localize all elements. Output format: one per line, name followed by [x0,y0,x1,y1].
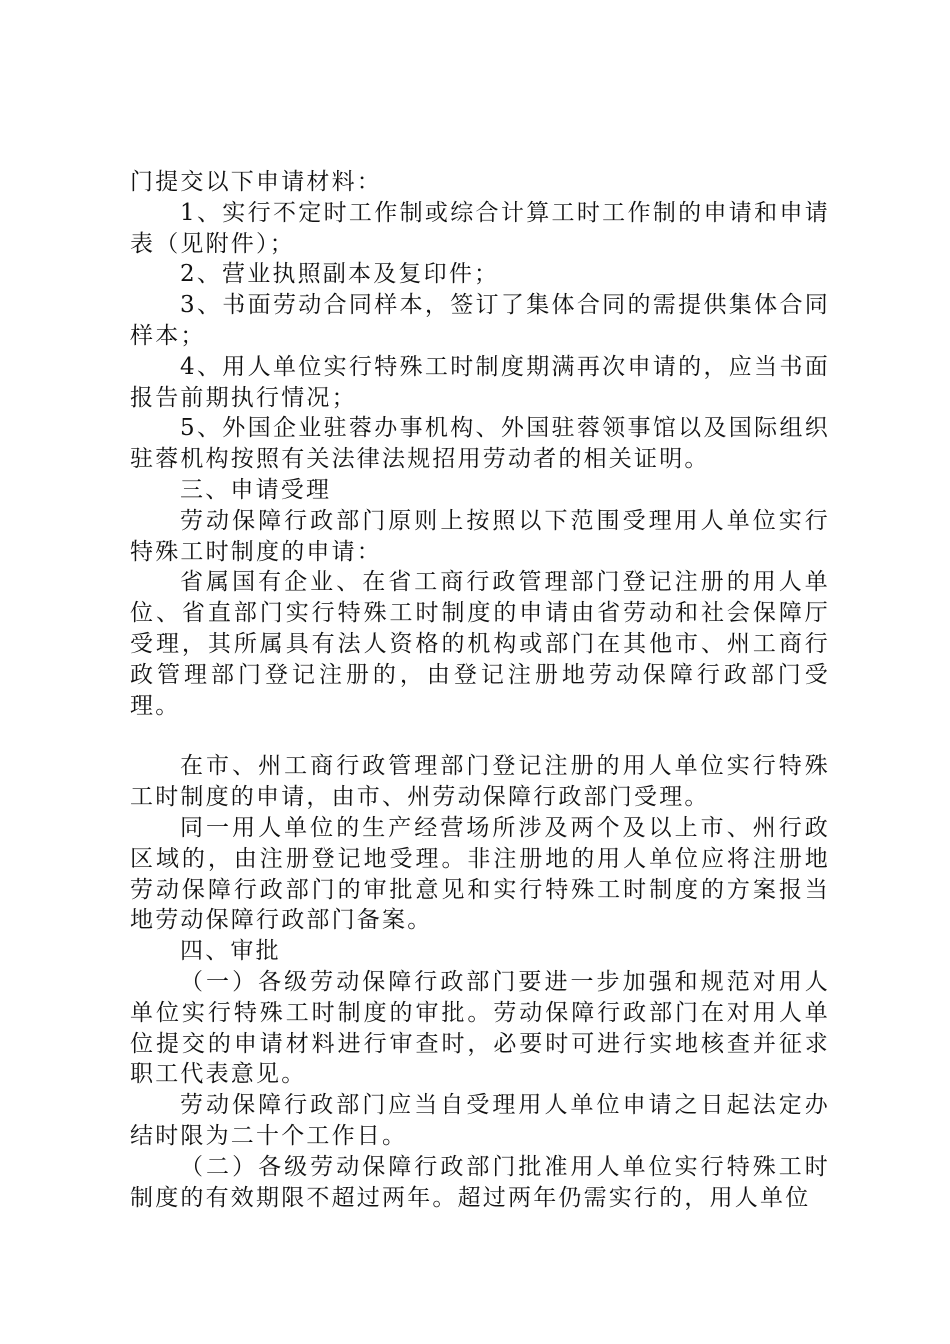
paragraph-acceptance-scope: 劳动保障行政部门原则上按照以下范围受理用人单位实行特殊工时制度的申请： [130,507,830,565]
paragraph-approval-2: （二）各级劳动保障行政部门批准用人单位实行特殊工时制度的有效期限不超过两年。超过两年仍需实行的，用人单位 [130,1153,830,1211]
section-heading-acceptance: 三、申请受理 [180,476,332,503]
paragraph-municipal-acceptance: 在市、州工商行政管理部门登记注册的用人单位实行特殊工时制度的申请，由市、州劳动保障行政部门受理。 [130,753,830,811]
paragraph-approval-deadline: 劳动保障行政部门应当自受理用人单位申请之日起法定办结时限为二十个工作日。 [130,1092,830,1149]
paragraph-item-3: 3、书面劳动合同样本，签订了集体合同的需提供集体合同样本； [130,292,830,349]
paragraph-intro: 门提交以下申请材料： [130,169,382,195]
paragraph-approval-1: （一）各级劳动保障行政部门要进一步加强和规范对用人单位实行特殊工时制度的审批。劳动保障行政部门在对用人单位提交的申请材料进行审查时，必要时可进行实地核查并征求职工代表意见。 [130,968,830,1088]
paragraph-item-1: 1、实行不定时工作制或综合计算工时工作制的申请和申请表（见附件）； [130,199,830,257]
paragraph-provincial-acceptance: 省属国有企业、在省工商行政管理部门登记注册的用人单位、省直部门实行特殊工时制度的申请由省劳动和社会保障厅受理，其所属具有法人资格的机构或部门在其他市、州工商行政管理部门登记注册的，由登记注册地劳动保障行政部门受理。 [130,569,830,719]
section-heading-approval: 四、审批 [180,938,281,965]
paragraph-item-2: 2、营业执照副本及复印件； [180,261,500,288]
document-body [130,167,830,1213]
paragraph-gap [130,721,830,751]
paragraph-item-4: 4、用人单位实行特殊工时制度期满再次申请的，应当书面报告前期执行情况； [130,353,830,411]
paragraph-item-5: 5、外国企业驻蓉办事机构、外国驻蓉领事馆以及国际组织驻蓉机构按照有关法律法规招用劳动者的相关证明。 [130,415,830,473]
paragraph-cross-region: 同一用人单位的生产经营场所涉及两个及以上市、州行政区域的，由注册登记地受理。非注册地的用人单位应将注册地劳动保障行政部门的审批意见和实行特殊工时制度的方案报当地劳动保障行政部门备案。 [130,814,830,934]
